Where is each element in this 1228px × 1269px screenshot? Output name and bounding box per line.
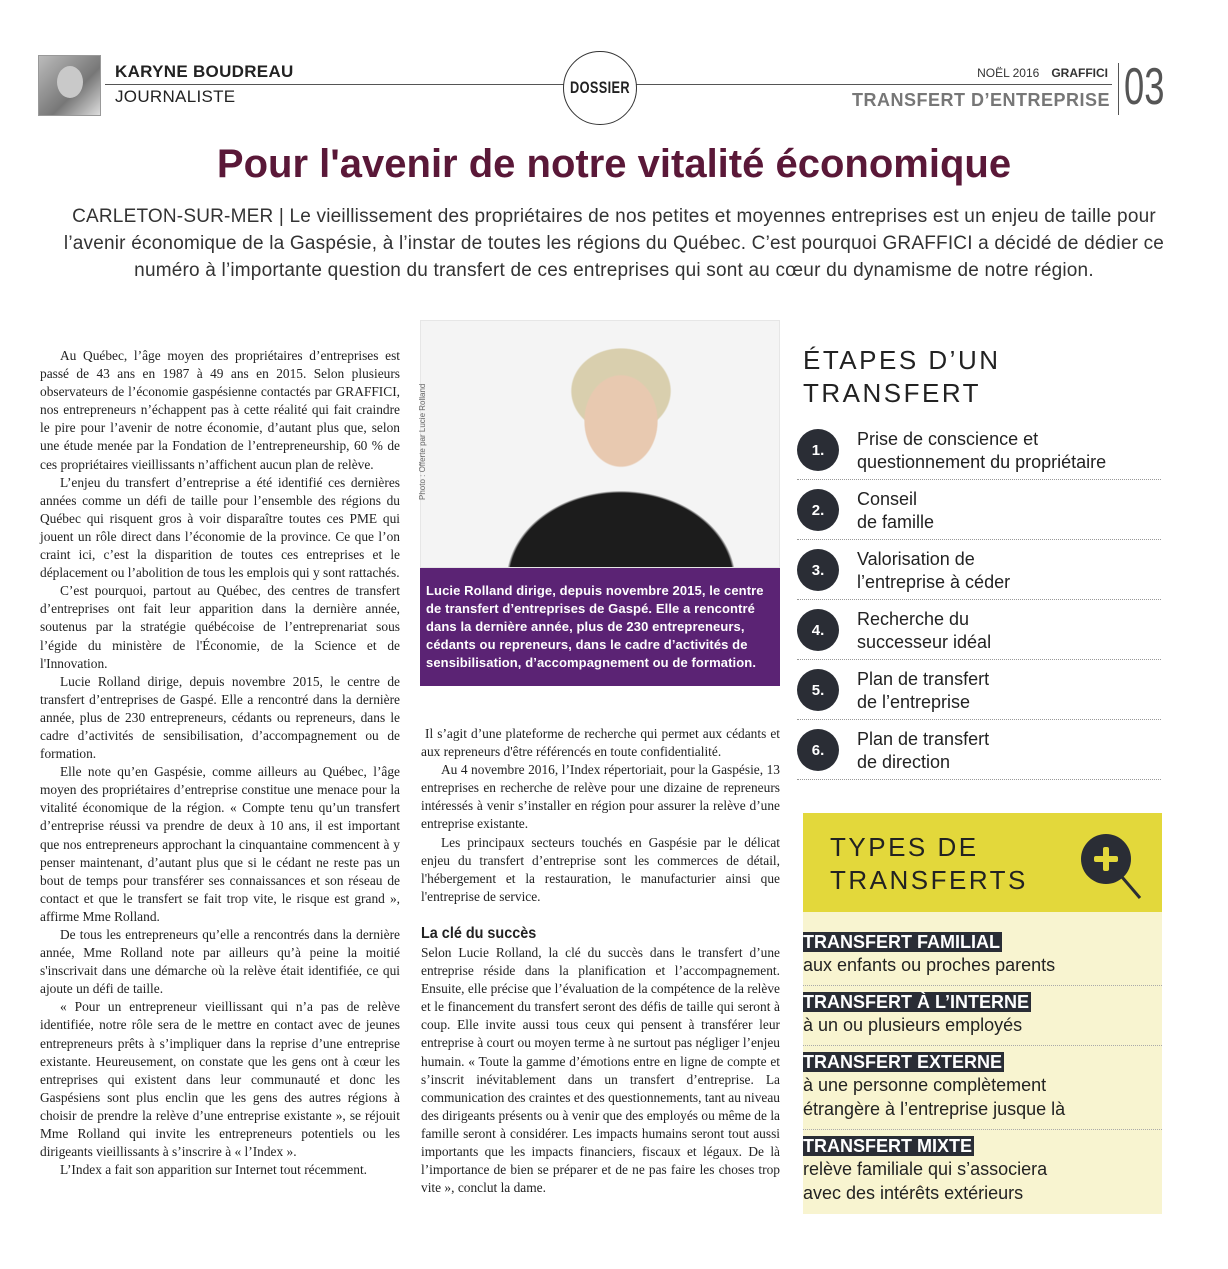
article-column-2 xyxy=(421,725,780,1197)
transfer-type-desc: aux enfants ou proches parents xyxy=(803,955,1056,975)
transfer-type-tag: TRANSFERT EXTERNE xyxy=(803,1052,1003,1072)
author-role: JOURNALISTE xyxy=(115,87,236,106)
step-label-line: de famille xyxy=(857,512,935,532)
transfer-type xyxy=(803,1136,1162,1216)
steps-title xyxy=(803,344,1001,410)
paragraph: « Pour un entrepreneur vieillissant qui n’a pas de relève identifiée, notre rôle sera de le mettre en contact avec de jeunes entrepreneurs prêts à s’impliquer dans la reprise d’une entreprise existante. Heureusement, on constate que les gens ont à cœur les entreprises qui existent dans leur communauté et donc les Gaspésiens sont plus enclin que les gens des autres régions à choisir de prendre la relève d’une entreprise existante », se réjouit Mme Rolland qui invite les entrepreneurs potentiels ou les dirigeants vieillissants à s’inscrire à « l’Index ». xyxy=(40,999,400,1160)
author-name: KARYNE BOUDREAU xyxy=(115,62,294,81)
paragraph: Lucie Rolland dirige, depuis novembre 2015, le centre de transfert d’entreprises de Gaspé. Elle a rencontré dans la dernière année, plus de 230 entrepreneurs, cédants ou repreneurs, dans le cadre d’activités de sensibilisation, d’accompagnement ou de formation. xyxy=(40,673,400,762)
step-label xyxy=(857,608,991,654)
article-title: Pour l'avenir de notre vitalité économique xyxy=(216,142,1012,186)
step-label xyxy=(857,728,989,774)
step-label-line: Valorisation de xyxy=(857,549,975,569)
types-title-line: TRANSFERTS xyxy=(830,865,1028,895)
step-label xyxy=(857,428,1106,474)
step-item xyxy=(797,540,1161,600)
step-label xyxy=(857,488,934,534)
step-label-line: Recherche du xyxy=(857,609,970,629)
step-number-badge: 4. xyxy=(797,609,839,651)
paragraph: Au 4 novembre 2016, l’Index répertoriait, pour la Gaspésie, 13 entreprises en recherche de relève pour une dizaine de repreneurs intéressés à venir s’installer en région pour assurer la relève d’une entreprise existante. xyxy=(421,762,780,832)
transfer-type-tag: TRANSFERT FAMILIAL xyxy=(803,932,1000,952)
photo-caption: Lucie Rolland dirige, depuis novembre 2015, le centre de transfert d’entreprises de Gaspé. Elle a rencontré dans la dernière année, plus de 230 entrepreneurs, cédants ou repreneurs, dans le cadre d’activités de sensibilisation, d’accompagnement ou de formation. xyxy=(420,568,780,686)
step-number-badge: 3. xyxy=(797,549,839,591)
paragraph: L’enjeu du transfert d’entreprise a été identifié ces dernières années comme un défi de taille pour l’ensemble des régions du Québec qui risquent gros à voir disparaître toutes ces PME qui jouent un rôle direct dans l’économie de la province. Ce que l’on craint ici, c’est la disparition de toutes ces entreprises et le déplacement ou l’abolition de tous les emplois qui y sont rattachés. xyxy=(40,474,400,581)
article-column-1 xyxy=(40,347,400,1179)
paragraph: Les principaux secteurs touchés en Gaspésie par le délicat enjeu du transfert d’entreprise sont les commerces de détail, l'hébergement et la restauration, le manufacturier ainsi que l'entreprise de service. xyxy=(421,834,780,904)
step-item xyxy=(797,660,1161,720)
paragraph: Il s’agit d’une plateforme de recherche qui permet aux cédants et aux repreneurs d'être référencés en toute confidentialité. xyxy=(421,726,780,760)
types-header xyxy=(803,813,1162,912)
step-label-line: Prise de conscience et xyxy=(857,429,1039,449)
divider xyxy=(1118,63,1119,115)
types-list xyxy=(803,912,1162,1214)
transfer-type xyxy=(803,1052,1162,1130)
step-label-line: de direction xyxy=(857,752,951,772)
step-item xyxy=(797,420,1161,480)
publication-name: GRAFFICI xyxy=(1051,66,1108,80)
types-title xyxy=(830,831,1028,897)
types-title-line: TYPES DE xyxy=(830,832,979,862)
step-label-line: de l’entreprise xyxy=(857,692,971,712)
dossier-badge xyxy=(563,51,637,125)
transfer-type-desc: à un ou plusieurs employés xyxy=(803,1015,1023,1035)
paragraph: Elle note qu’en Gaspésie, comme ailleurs au Québec, l’âge moyen des propriétaires d’entreprise constitue une menace pour la vitalité économique de la région. « Compte tenu qu’un transfert d’entreprise réussi va prendre de deux à 10 ans, il est important que nos entrepreneurs approchant la cinquantaine commencent à y penser maintenant, d’autant plus que si le cédant ne reste pas un bout de temps pour transférer ses connaissances et son réseau de contact et que le transfert se fait trop vite, le risque est grand », affirme Mme Rolland. xyxy=(40,764,400,924)
issue-line xyxy=(977,66,1108,80)
transfer-type-desc: relève familiale qui s’associera xyxy=(803,1159,1048,1179)
step-label-line: Conseil xyxy=(857,489,918,509)
subheading: La clé du succès xyxy=(421,924,537,942)
transfer-type xyxy=(803,932,1162,986)
transfer-type xyxy=(803,992,1162,1046)
paragraph: Selon Lucie Rolland, la clé du succès dans le transfert d’une entreprise réside dans la planification et l’accompagnement. Ensuite, elle précise que l’évaluation de la compétence de la relève et le financement du transfert seront des défis de taille qui seront à coup. Elle invite aussi tous ceux qui pensent à transférer leur entreprise à court ou moyen terme à ne surtout pas négliger l’enjeu humain. « Toute la gamme d’émotions entre en ligne de compte et s’inscrit inévitablement dans un transfert d’entreprise. La communication des craintes et des questionnements, tant au niveau des dirigeants présents ou à venir que des employés ou même de la famille seront à considérer. Les impacts humains seront tout aussi importants que les impacts financiers, fiscaux et légaux. De là l’importance de bien se préparer et de ne pas faire les choses trop vite », conclut la dame. xyxy=(421,944,780,1196)
dossier-label: DOSSIER xyxy=(569,78,631,97)
issue-date: NOËL 2016 xyxy=(977,66,1040,80)
step-label xyxy=(857,548,1010,594)
step-number-badge: 6. xyxy=(797,729,839,771)
step-label-line: l’entreprise à céder xyxy=(857,572,1011,592)
step-number-badge: 1. xyxy=(797,429,839,471)
transfer-type-desc: étrangère à l’entreprise jusque là xyxy=(803,1099,1066,1119)
photo-credit: Photo : Offerte par Lucie Rolland xyxy=(418,383,427,500)
paragraph: C’est pourquoi, partout au Québec, des centres de transfert d’entreprises ont fait leur apparition dans la dernière année, soutenus par la stratégie québécoise de l’entreprenariat sous l’égide du ministère de l'Économie, de la Science et de l'Innovation. xyxy=(40,583,400,671)
transfer-type-tag: TRANSFERT À L’INTERNE xyxy=(803,992,1030,1012)
step-label-line: Plan de transfert xyxy=(857,669,990,689)
transfer-type-tag: TRANSFERT MIXTE xyxy=(803,1136,972,1156)
step-item xyxy=(797,480,1161,540)
portrait-photo xyxy=(420,320,780,568)
step-label xyxy=(857,668,989,714)
zoom-in-icon xyxy=(1080,833,1144,901)
step-label-line: questionnement du propriétaire xyxy=(857,452,1107,472)
transfer-type-desc: à une personne complètement xyxy=(803,1075,1047,1095)
step-label-line: successeur idéal xyxy=(857,632,992,652)
step-item xyxy=(797,600,1161,660)
section-title: TRANSFERT D’ENTREPRISE xyxy=(851,90,1110,110)
paragraph: L’Index a fait son apparition sur Internet tout récemment. xyxy=(60,1162,368,1178)
step-label-line: Plan de transfert xyxy=(857,729,990,749)
article-lead: CARLETON-SUR-MER | Le vieillissement des propriétaires de nos petites et moyennes entreprises est un enjeu de taille pour l’avenir économique de la Gaspésie, à l’instar de toutes les régions du Québec. C’est pourquoi GRAFFICI a décidé de dédier ce numéro à l’importante question du transfert de ces entreprises qui sont au cœur du dynamisme de notre région. xyxy=(63,206,1165,281)
paragraph: Au Québec, l’âge moyen des propriétaires d’entreprises est passé de 43 ans en 1987 à 49 ans en 2015. Selon plusieurs observateurs de l’économie gaspésienne contactés par GRAFFICI, nos entrepreneurs n’échappent pas à cette réalité qui fait craindre le pire pour l’avenir de notre économie, d’autant plus que, selon une étude menée par la Fondation de l’entrepreneurship, 60 % de ces propriétaires vieillissants n’affichent aucun plan de relève. xyxy=(40,348,400,472)
step-number-badge: 5. xyxy=(797,669,839,711)
page-number: 03 xyxy=(1124,58,1165,116)
steps-title-line: ÉTAPES D’UN xyxy=(803,345,1001,375)
paragraph: De tous les entrepreneurs qu’elle a rencontrés dans la dernière année, Mme Rolland note par ailleurs qu’à peine la moitié s'inscrivait dans une démarche où la relève était identifiée, ce qui ajoute un défi de taille. xyxy=(40,927,400,997)
transfer-type-desc: avec des intérêts extérieurs xyxy=(803,1183,1024,1203)
steps-title-line: TRANSFERT xyxy=(803,378,982,408)
author-photo xyxy=(38,55,101,116)
step-number-badge: 2. xyxy=(797,489,839,531)
step-item xyxy=(797,720,1161,780)
